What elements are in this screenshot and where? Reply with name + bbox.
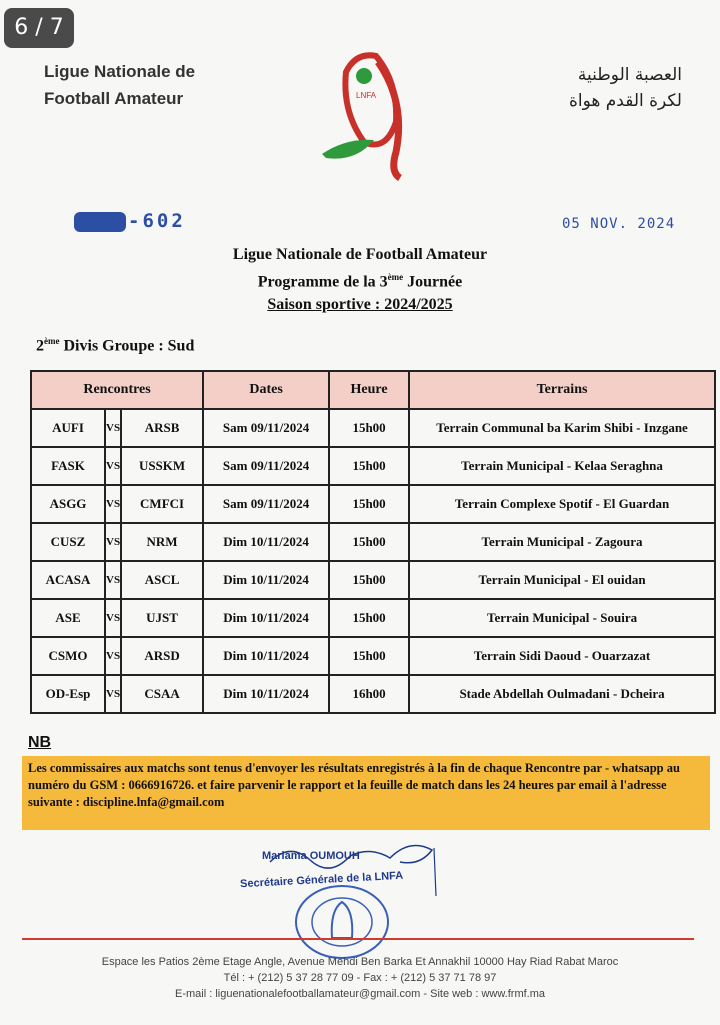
header-dates: Dates	[203, 371, 329, 409]
match-time: 16h00	[329, 675, 409, 713]
match-time: 15h00	[329, 485, 409, 523]
footer-address: Espace les Patios 2ème Etage Angle, Avenue Mehdi Ben Barka Et Annakhil 10000 Hay Riad Rabat Maroc	[101, 956, 619, 968]
org-name-arabic	[569, 62, 682, 114]
match-venue: Terrain Municipal - El ouidan	[409, 561, 715, 599]
group-prefix: 2	[36, 337, 44, 355]
match-date: Sam 09/11/2024	[203, 485, 329, 523]
away-team: USSKM	[121, 447, 203, 485]
table-header-row	[31, 371, 715, 409]
vs-label: VS	[105, 485, 121, 523]
doc-title-line3: Saison sportive : 2024/2025	[267, 296, 453, 313]
nb-label: NB	[28, 734, 52, 751]
doc-title-line1: Ligue Nationale de Football Amateur	[232, 246, 488, 263]
table-row	[31, 485, 715, 523]
vs-label: VS	[105, 675, 121, 713]
match-date: Sam 09/11/2024	[203, 409, 329, 447]
match-venue: Stade Abdellah Oulmadani - Dcheira	[409, 675, 715, 713]
page-counter: 6 / 7	[4, 8, 74, 48]
org-fr-line2: Football Amateur	[44, 89, 184, 108]
header-rencontres: Rencontres	[31, 371, 203, 409]
away-team: ASCL	[121, 561, 203, 599]
home-team: CSMO	[31, 637, 105, 675]
match-venue: Terrain Communal ba Karim Shibi - Inzgane	[409, 409, 715, 447]
table-row	[31, 675, 715, 713]
match-venue: Terrain Municipal - Souira	[409, 599, 715, 637]
match-time: 15h00	[329, 637, 409, 675]
stamp-date: 05 NOV. 2024	[562, 216, 676, 232]
title-line2-sup: ème	[387, 272, 404, 282]
away-team: CMFCI	[121, 485, 203, 523]
table-row	[31, 637, 715, 675]
match-time: 15h00	[329, 599, 409, 637]
ink-blot	[74, 212, 126, 232]
match-date: Dim 10/11/2024	[203, 675, 329, 713]
away-team: CSAA	[121, 675, 203, 713]
home-team: OD-Esp	[31, 675, 105, 713]
away-team: UJST	[121, 599, 203, 637]
doc-title-line2	[0, 272, 720, 291]
table-row	[31, 599, 715, 637]
group-prefix-sup: ème	[44, 336, 60, 346]
home-team: ASGG	[31, 485, 105, 523]
note-box: Les commissaires aux matchs sont tenus d'envoyer les résultats enregistrés à la fin de chaque Rencontre par - whatsapp au numéro du GSM : 0666916726. et faire parvenir le rapport et la feuille de match dans les 24 heures par email à l'adresse suivante : discipline.lnfa@gmail.com	[22, 756, 710, 830]
match-date: Dim 10/11/2024	[203, 637, 329, 675]
table-row	[31, 409, 715, 447]
footer-contact: E-mail : liguenationalefootballamateur@gmail.com - Site web : www.frmf.ma	[174, 988, 546, 1000]
vs-label: VS	[105, 599, 121, 637]
fixtures-table	[30, 370, 716, 714]
away-team: ARSB	[121, 409, 203, 447]
vs-label: VS	[105, 523, 121, 561]
org-fr-line1: Ligue Nationale de	[44, 62, 196, 81]
vs-label: VS	[105, 447, 121, 485]
vs-label: VS	[105, 637, 121, 675]
away-team: NRM	[121, 523, 203, 561]
vs-label: VS	[105, 561, 121, 599]
signer-name: Mariama OUMOUH	[262, 850, 360, 862]
footer-rule	[22, 938, 694, 940]
home-team: CUSZ	[31, 523, 105, 561]
table-row	[31, 523, 715, 561]
home-team: ASE	[31, 599, 105, 637]
vs-label: VS	[105, 409, 121, 447]
match-date: Sam 09/11/2024	[203, 447, 329, 485]
org-ar-line1: العصبة الوطنية	[577, 65, 682, 85]
home-team: ACASA	[31, 561, 105, 599]
footer-phone: Tél : + (212) 5 37 28 77 09 - Fax : + (212) 5 37 71 78 97	[223, 972, 497, 984]
match-time: 15h00	[329, 523, 409, 561]
group-label	[36, 336, 194, 355]
match-venue: Terrain Municipal - Zagoura	[409, 523, 715, 561]
signer-role: Secrétaire Générale de la LNFA	[239, 869, 404, 891]
match-venue: Terrain Municipal - Kelaa Seraghna	[409, 447, 715, 485]
header-heure: Heure	[329, 371, 409, 409]
title-line2-post: Journée	[403, 273, 463, 291]
logo-text: LNFA	[356, 91, 377, 100]
table-row	[31, 447, 715, 485]
org-ar-line2: لكرة القدم هواة	[569, 91, 682, 111]
reference-number	[74, 210, 186, 232]
title-line2-pre: Programme de la 3	[257, 273, 388, 291]
match-date: Dim 10/11/2024	[203, 561, 329, 599]
match-date: Dim 10/11/2024	[203, 523, 329, 561]
match-time: 15h00	[329, 561, 409, 599]
org-name-french	[44, 58, 195, 112]
match-date: Dim 10/11/2024	[203, 599, 329, 637]
match-time: 15h00	[329, 447, 409, 485]
match-time: 15h00	[329, 409, 409, 447]
fixtures-body	[31, 409, 715, 713]
home-team: FASK	[31, 447, 105, 485]
home-team: AUFI	[31, 409, 105, 447]
lnfa-logo-icon	[316, 42, 412, 182]
ref-number-text: -602	[128, 210, 186, 232]
group-text: Divis Groupe : Sud	[59, 337, 195, 355]
match-venue: Terrain Sidi Daoud - Ouarzazat	[409, 637, 715, 675]
match-venue: Terrain Complexe Spotif - El Guardan	[409, 485, 715, 523]
away-team: ARSD	[121, 637, 203, 675]
table-row	[31, 561, 715, 599]
official-seal-icon	[292, 880, 392, 960]
header-terrains: Terrains	[409, 371, 715, 409]
